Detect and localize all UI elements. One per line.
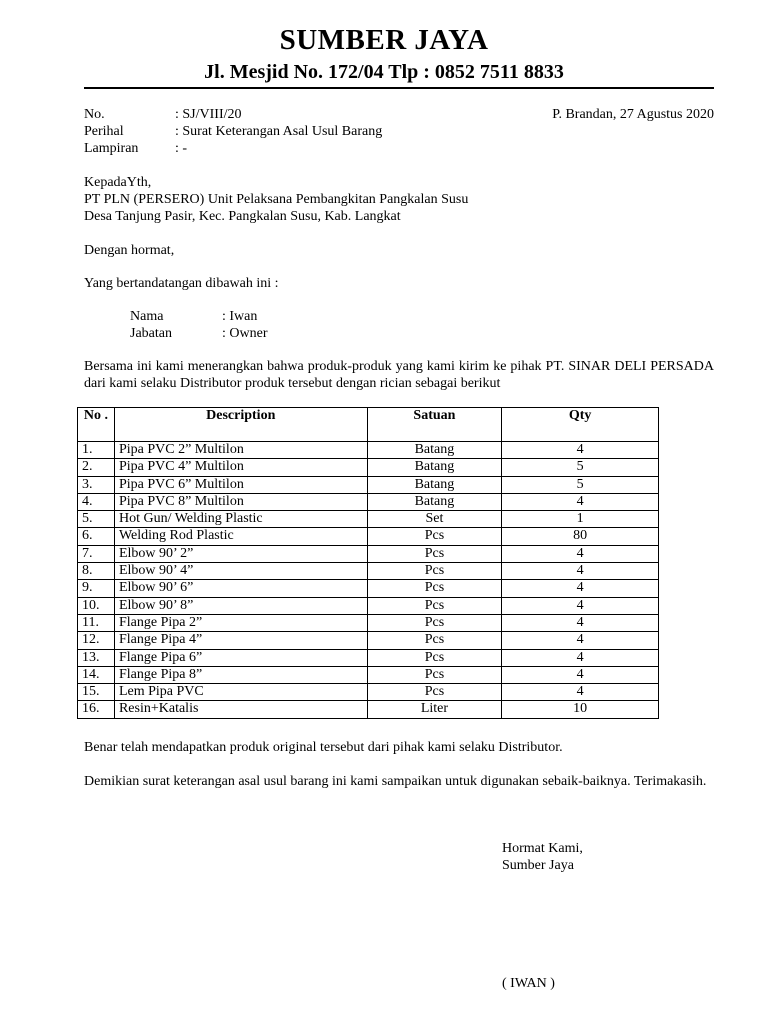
table-row — [78, 476, 659, 493]
lampiran-label: Lampiran — [84, 141, 139, 156]
row-description: Elbow 90’ 8” — [114, 597, 367, 614]
nama-value: : Iwan — [222, 309, 258, 324]
row-qty: 4 — [502, 493, 659, 510]
row-qty: 4 — [502, 632, 659, 649]
header-no: No . — [78, 408, 115, 442]
row-qty: 4 — [502, 545, 659, 562]
table-row — [78, 493, 659, 510]
row-no: 16. — [78, 701, 115, 718]
table-row — [78, 649, 659, 666]
row-description: Flange Pipa 8” — [114, 666, 367, 683]
row-no: 7. — [78, 545, 115, 562]
nama-label: Nama — [130, 309, 164, 324]
row-description: Pipa PVC 8” Multilon — [114, 493, 367, 510]
row-satuan: Batang — [367, 476, 502, 493]
signature-name: ( IWAN ) — [502, 976, 555, 991]
table-body — [78, 442, 659, 719]
perihal-label: Perihal — [84, 124, 124, 139]
lampiran-value: : - — [175, 141, 188, 156]
row-no: 15. — [78, 684, 115, 701]
row-qty: 4 — [502, 580, 659, 597]
jabatan-value: : Owner — [222, 326, 268, 341]
row-satuan: Pcs — [367, 597, 502, 614]
row-satuan: Pcs — [367, 649, 502, 666]
row-qty: 10 — [502, 701, 659, 718]
row-description: Pipa PVC 4” Multilon — [114, 459, 367, 476]
row-qty: 5 — [502, 476, 659, 493]
row-qty: 1 — [502, 511, 659, 528]
signature-closing: Hormat Kami, — [502, 841, 583, 856]
row-qty: 5 — [502, 459, 659, 476]
recipient-company: PT PLN (PERSERO) Unit Pelaksana Pembangkitan Pangkalan Susu — [84, 192, 469, 207]
row-satuan: Pcs — [367, 666, 502, 683]
row-no: 6. — [78, 528, 115, 545]
header-description: Description — [114, 408, 367, 442]
row-no: 8. — [78, 563, 115, 580]
recipient-salutation: KepadaYth, — [84, 175, 152, 190]
row-no: 10. — [78, 597, 115, 614]
row-description: Elbow 90’ 2” — [114, 545, 367, 562]
row-qty: 4 — [502, 442, 659, 459]
confirmation-text: Benar telah mendapatkan produk original tersebut dari pihak kami selaku Distributor. — [84, 740, 563, 755]
row-satuan: Pcs — [367, 563, 502, 580]
table-row — [78, 701, 659, 718]
row-qty: 4 — [502, 684, 659, 701]
row-description: Flange Pipa 6” — [114, 649, 367, 666]
header-qty: Qty — [502, 408, 659, 442]
row-satuan: Pcs — [367, 580, 502, 597]
row-no: 5. — [78, 511, 115, 528]
row-description: Elbow 90’ 6” — [114, 580, 367, 597]
table-row — [78, 632, 659, 649]
row-satuan: Pcs — [367, 528, 502, 545]
row-no: 9. — [78, 580, 115, 597]
row-qty: 4 — [502, 563, 659, 580]
no-value: : SJ/VIII/20 — [175, 107, 242, 122]
table-row — [78, 614, 659, 631]
row-description: Welding Rod Plastic — [114, 528, 367, 545]
row-satuan: Pcs — [367, 684, 502, 701]
row-satuan: Liter — [367, 701, 502, 718]
row-description: Pipa PVC 2” Multilon — [114, 442, 367, 459]
row-qty: 4 — [502, 649, 659, 666]
letter-date: P. Brandan, 27 Agustus 2020 — [552, 107, 714, 122]
row-description: Flange Pipa 2” — [114, 614, 367, 631]
row-no: 13. — [78, 649, 115, 666]
row-satuan: Pcs — [367, 632, 502, 649]
greeting: Dengan hormat, — [84, 243, 175, 258]
row-satuan: Set — [367, 511, 502, 528]
table-header-row — [78, 408, 659, 442]
row-qty: 4 — [502, 614, 659, 631]
statement-paragraph: Bersama ini kami menerangkan bahwa produk-produk yang kami kirim ke pihak PT. SINAR DELI PERSADA dari kami selaku Distributor produk tersebut dengan rician sebagai berikut — [84, 359, 714, 391]
row-satuan: Batang — [367, 493, 502, 510]
items-table — [77, 407, 659, 719]
row-no: 14. — [78, 666, 115, 683]
table-row — [78, 563, 659, 580]
row-no: 11. — [78, 614, 115, 631]
table-row — [78, 442, 659, 459]
row-satuan: Batang — [367, 459, 502, 476]
row-description: Hot Gun/ Welding Plastic — [114, 511, 367, 528]
recipient-address: Desa Tanjung Pasir, Kec. Pangkalan Susu, Kab. Langkat — [84, 209, 401, 224]
row-qty: 80 — [502, 528, 659, 545]
row-qty: 4 — [502, 597, 659, 614]
row-satuan: Pcs — [367, 614, 502, 631]
table-row — [78, 597, 659, 614]
jabatan-label: Jabatan — [130, 326, 172, 341]
table-row — [78, 684, 659, 701]
row-no: 1. — [78, 442, 115, 459]
table-row — [78, 545, 659, 562]
row-description: Lem Pipa PVC — [114, 684, 367, 701]
row-description: Pipa PVC 6” Multilon — [114, 476, 367, 493]
table-row — [78, 511, 659, 528]
row-description: Flange Pipa 4” — [114, 632, 367, 649]
row-satuan: Pcs — [367, 545, 502, 562]
company-name: SUMBER JAYA — [279, 24, 489, 56]
header-divider — [84, 87, 714, 89]
perihal-value: : Surat Keterangan Asal Usul Barang — [175, 124, 383, 139]
row-description: Resin+Katalis — [114, 701, 367, 718]
table-row — [78, 580, 659, 597]
row-no: 2. — [78, 459, 115, 476]
signature-company: Sumber Jaya — [502, 858, 574, 873]
table-row — [78, 666, 659, 683]
no-label: No. — [84, 107, 105, 122]
row-no: 3. — [78, 476, 115, 493]
header-satuan: Satuan — [367, 408, 502, 442]
company-address: Jl. Mesjid No. 172/04 Tlp : 0852 7511 8833 — [204, 61, 564, 83]
row-no: 4. — [78, 493, 115, 510]
row-satuan: Batang — [367, 442, 502, 459]
table-row — [78, 459, 659, 476]
table-row — [78, 528, 659, 545]
row-qty: 4 — [502, 666, 659, 683]
closing-paragraph: Demikian surat keterangan asal usul barang ini kami sampaikan untuk digunakan sebaik-baiknya. Terimakasih. — [84, 774, 707, 789]
intro-text: Yang bertandatangan dibawah ini : — [84, 276, 279, 291]
row-description: Elbow 90’ 4” — [114, 563, 367, 580]
row-no: 12. — [78, 632, 115, 649]
